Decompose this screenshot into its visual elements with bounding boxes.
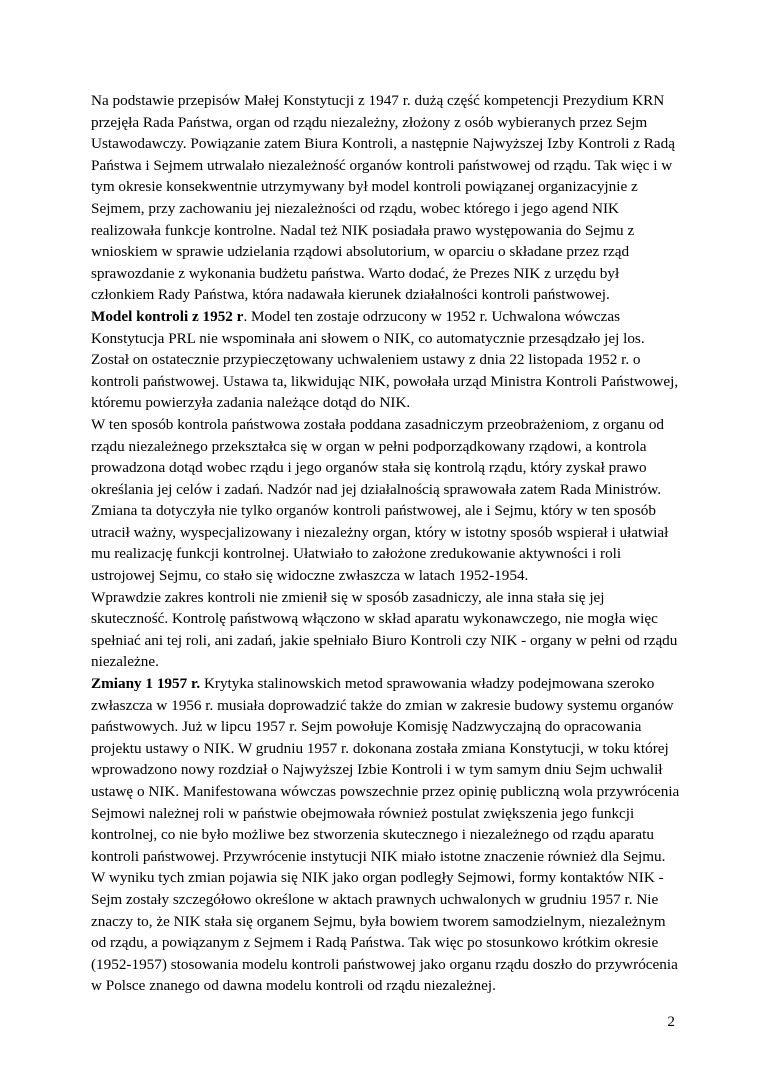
paragraph-5 xyxy=(91,673,683,867)
paragraph-3 xyxy=(91,414,683,587)
paragraph-1-text: Na podstawie przepisów Małej Konstytucji z 1947 r. dużą część kompetencji Prezydium KRN przejęła Rada Państwa, organ od rządu niezależny, złożony z osób wybieranych przez Sejm Ustawodawczy. Powiązanie zatem Biura Kontroli, a następnie Najwyższej Izby Kontroli z Radą Państwa i Sejmem utrwalało niezależność organów kontroli państwowej od rządu. Tak więc i w tym okresie konsekwentnie utrzymywany był model kontroli powiązanej organizacyjnie z Sejmem, przy zachowaniu jej niezależności od rządu, wobec którego i jego agend NIK realizowała funkcje kontrolne. Nadal też NIK posiadała prawo występowania do Sejmu z wnioskiem w sprawie udzielania rządowi absolutorium, w oparciu o składane przez rząd sprawozdanie z wykonania budżetu państwa. Warto dodać, że Prezes NIK z urzędu był członkiem Rady Państwa, która nadawała kierunek działalności kontroli państwowej. xyxy=(91,92,675,304)
paragraph-6-text: W wyniku tych zmian pojawia się NIK jako organ podległy Sejmowi, formy kontaktów NIK - Sejm zostały szczegółowo określone w aktach prawnych uchwalonych w grudniu 1957 r. Nie znaczy to, że NIK stała się organem Sejmu, była bowiem tworem samodzielnym, niezależnym od rządu, a powiązanym z Sejmem i Radą Państwa. Tak więc po stosunkowo krótkim okresie (1952-1957) stosowania modelu kontroli państwowej jako organu rządu doszło do przywrócenia w Polsce znanego od dawna modelu kontroli od rządu niezależnej. xyxy=(91,869,678,995)
paragraph-3-text: W ten sposób kontrola państwowa została poddana zasadniczym przeobrażeniom, z organu od rządu niezależnego przekształca się w organ w pełni podporządkowany rządowi, a kontrola prowadzona dotąd wobec rządu i jego organów stała się kontrolą rządu, który zyskał prawo określania jej celów i zadań. Nadzór nad jej działalnością sprawowała zatem Rada Ministrów. Zmiana ta dotyczyła nie tylko organów kontroli państwowej, ale i Sejmu, który w ten sposób utracił ważny, wyspecjalizowany i niezależny organ, który w istotny sposób wspierał i ułatwiał mu realizację funkcji kontrolnej. Ułatwiało to założone zredukowanie aktywności i roli ustrojowej Sejmu, co stało się widoczne zwłaszcza w latach 1952-1954. xyxy=(91,415,669,585)
paragraph-4-text: Wprawdzie zakres kontroli nie zmienił się w sposób zasadniczy, ale inna stała się jej skuteczność. Kontrolę państwową włączono w skład aparatu wykonawczego, nie mogła więc spełniać ani tej roli, ani zadań, jakie spełniało Biuro Kontroli czy NIK - organy w pełni od rządu niezależne. xyxy=(91,588,678,671)
paragraph-2-text: . Model ten zostaje odrzucony w 1952 r. Uchwalona wówczas Konstytucja PRL nie wspominała ani słowem o NIK, co automatycznie przesądzało jej los. Został on ostatecznie przypieczętowany uchwaleniem ustawy z dnia 22 listopada 1952 r. o kontroli państwowej. Ustawa ta, likwidując NIK, powołała urząd Ministra Kontroli Państwowej, któremu powierzyła zadania należące dotąd do NIK. xyxy=(91,307,679,412)
paragraph-4 xyxy=(91,587,683,673)
document-body xyxy=(91,90,683,997)
page-number: 2 xyxy=(667,1013,675,1030)
section-heading-model-1952: Model kontroli z 1952 r xyxy=(91,307,244,325)
paragraph-6 xyxy=(91,867,683,997)
section-heading-zmiany-1957: Zmiany 1 1957 r. xyxy=(91,675,201,693)
paragraph-5-text: Krytyka stalinowskich metod sprawowania władzy podejmowana szeroko zwłaszcza w 1956 r. musiała doprowadzić także do zmian w zakresie budowy systemu organów państwowych. Już w lipcu 1957 r. Sejm powołuje Komisję Nadzwyczajną do opracowania projektu ustawy o NIK. W grudniu 1957 r. dokonana została zmiana Konstytucji, w toku której wprowadzono nowy rozdział o Najwyższej Izbie Kontroli i w tym samym dniu Sejm uchwalił ustawę o NIK. Manifestowana wówczas powszechnie przez opinię publiczną wola przywrócenia Sejmowi należnej roli w państwie obejmowała również postulat zwiększenia jego funkcji kontrolnej, co nie było możliwe bez stworzenia skutecznego i niezależnego od rządu aparatu kontroli państwowej. Przywrócenie instytucji NIK miało istotne znaczenie również dla Sejmu. xyxy=(91,675,680,865)
paragraph-2 xyxy=(91,306,683,414)
paragraph-1 xyxy=(91,90,683,306)
